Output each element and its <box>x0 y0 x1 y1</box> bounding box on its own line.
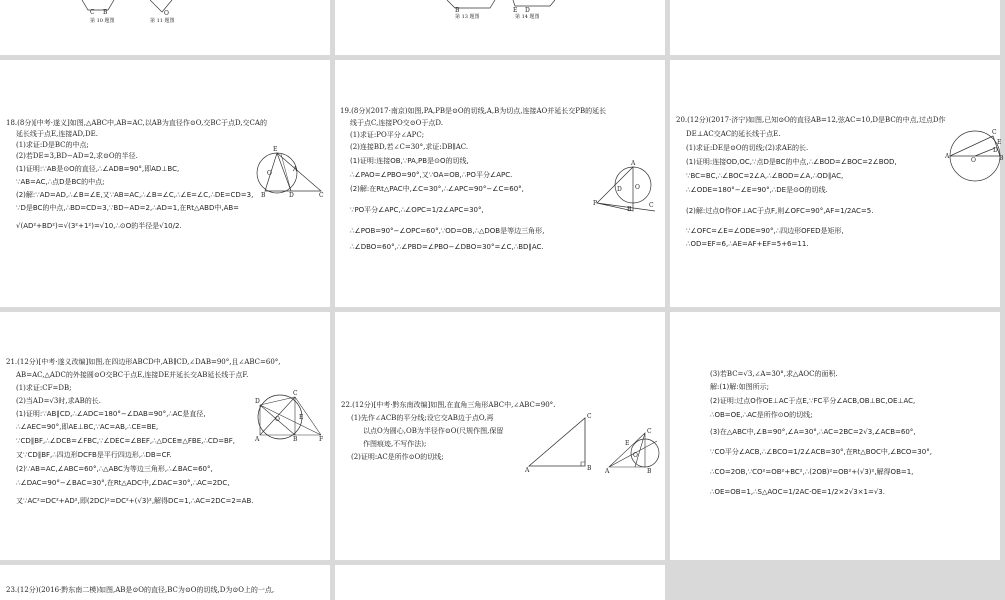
q22-line-3: 以点O为圆心,OB为半径作⊙O(尺规作图,保留 <box>363 427 504 435</box>
svg-text:O: O <box>633 452 638 459</box>
panel-q21 <box>0 312 330 560</box>
q19-line-10: ∴∠DBO=60°,∴∠PBD=∠PBO−∠DBO=30°=∠C,∴BD∥AC. <box>350 243 544 251</box>
q22-sol-line-7: ∴CO=2OB,∵CO²=OB²+BC²,∴(2OB)²=OB²+(√3)²,解得OB=1, <box>710 468 914 476</box>
q22-sol-line-3: (2)证明:过点O作OE⊥AC于点E,∵FC平分∠ACB,OB⊥BC,OE⊥AC, <box>710 397 916 405</box>
svg-text:A: A <box>605 468 610 475</box>
q20-line-7: (2)解:过点O作OF⊥AC于点F,则∠OFC=90°,AF=1/2AC=5. <box>686 207 874 215</box>
q20-line-6: ∴∠ODE=180°−∠E=90°,∴DE是⊙O的切线. <box>686 186 828 194</box>
svg-text:B: B <box>627 206 632 213</box>
svg-text:F: F <box>319 436 324 443</box>
panel-q20 <box>670 60 1004 307</box>
caption-fig13: 第 13 题图 <box>455 14 480 20</box>
svg-text:A: A <box>945 153 950 160</box>
figure-q18 <box>255 145 335 205</box>
svg-text:B: B <box>999 155 1004 162</box>
q19-line-6: ∴∠PAO=∠PBO=90°,又∵OA=OB,∴PO平分∠APC. <box>350 171 513 179</box>
q19-line-9: ∴∠POB=90°−∠OPC=60°,∵OD=OB,∴△DOB是等边三角形, <box>350 227 545 235</box>
q21-line-1: 21.(12分)[中考·遂义改编]如图,在四边形ABCD中,AB∥CD,∠DAB=90°,且∠ABC=60°, <box>6 358 281 366</box>
svg-text:B: B <box>587 465 592 472</box>
panel-q19 <box>335 60 665 307</box>
q22-sol-line-6: ∵CO平分∠ACB,∴∠BCO=1/2∠ACB=30°,在Rt△BOC中,∠BCO=30°, <box>710 448 932 456</box>
q22-sol-line-5: (3)在△ABC中,∠B=90°,∠A=30°,∴AC=2BC=2√3,∠ACB=60°, <box>710 428 916 436</box>
figure-q22-a <box>525 412 605 472</box>
svg-text:C: C <box>992 129 997 136</box>
svg-text:C: C <box>647 428 652 435</box>
q19-line-5: (1)证明:连接OB,∵PA,PB是⊙O的切线, <box>350 157 469 165</box>
caption-fig14: 第 14 题图 <box>515 14 540 20</box>
q18-line-5: (1)证明:∵AB是⊙O的直径,∴∠ADB=90°,即AD⊥BC, <box>16 165 180 173</box>
svg-text:A: A <box>293 166 298 173</box>
figure-q21 <box>255 387 325 447</box>
q18-line-8: ∵D是BC的中点,∴BD=CD=3,∵BD−AD=2,∴AD=1,在Rt△ABD中,AB= <box>16 204 240 212</box>
svg-text:C: C <box>90 9 95 16</box>
panel-q13-14 <box>335 0 665 55</box>
svg-text:B: B <box>103 9 108 16</box>
svg-text:C: C <box>293 390 298 397</box>
q21-line-7: ∵CD∥BF,∴∠DCB=∠FBC,∵∠DEC=∠BEF,∴△DCE≌△FBE,∴CD=BF, <box>16 437 236 445</box>
svg-text:D: D <box>617 186 622 193</box>
svg-text:A: A <box>525 467 530 474</box>
q19-line-7: (2)解:在Rt△PAC中,∠C=30°,∴∠APC=90°−∠C=60°, <box>350 185 524 193</box>
q19-line-2: 线于点C,连接PO交⊙O于点D. <box>350 119 443 127</box>
panel-q10-11 <box>0 0 330 55</box>
q20-line-4: (1)证明:连接OD,OC,∵点D是BC的中点,∴∠BOD=∠BOC=2∠BOD, <box>686 158 897 166</box>
q21-line-10: ∴∠DAC=90°−∠BAC=30°,在Rt△ADC中,∠DAC=30°,∴AC=2DC, <box>16 479 230 487</box>
svg-text:E: E <box>273 146 278 153</box>
figure-q20 <box>945 128 1005 188</box>
figure-q10-11 <box>0 0 330 55</box>
q21-line-3: (1)求证:CF=DB; <box>16 384 72 392</box>
q20-line-9: ∴OD=EF=6,∴AE=AF+EF=5+6=11. <box>686 240 809 248</box>
svg-text:P: P <box>593 200 598 207</box>
caption-fig11: 第 11 题图 <box>150 18 175 24</box>
q22-line-5: (2)证明:AC是所作⊙O的切线; <box>351 453 444 461</box>
svg-text:D: D <box>993 147 998 154</box>
q22-sol-line-8: ∴OE=OB=1,∴S△AOC=1/2AC·OE=1/2×2√3×1=√3. <box>710 488 885 496</box>
svg-text:B: B <box>647 468 652 475</box>
q19-line-3: (1)求证:PO平分∠APC; <box>350 131 425 139</box>
q23-line-1: 23.(12分)(2016·黔东南二模)如图,AB是⊙O的直径,BC为⊙O的切线,D为⊙O上的一点, <box>6 586 275 594</box>
q18-line-2: 延长线于点E,连接AD,DE. <box>16 130 98 138</box>
q19-line-8: ∵PO平分∠APC,∴∠OPC=1/2∠APC=30°, <box>350 206 484 214</box>
panel-bottom-middle <box>335 565 665 600</box>
panel-q22 <box>335 312 665 560</box>
svg-text:E: E <box>513 7 518 14</box>
q21-line-5: (1)证明:∵AB∥CD,∴∠ADC=180°−∠DAB=90°,∴AC是直径, <box>16 410 206 418</box>
svg-text:E: E <box>997 139 1002 146</box>
q19-line-4: (2)连接BD,若∠C=30°,求证:DB∥AC. <box>350 143 469 151</box>
q18-line-3: (1)求证:D是BC的中点; <box>16 141 89 149</box>
q20-line-5: ∵BC=BC,∴∠BOC=2∠A,∴∠BOD=∠A,∴OD∥AC, <box>686 172 844 180</box>
figure-q22-b <box>605 427 665 487</box>
q22-sol-line-1: (3)若BC=√3,∠A=30°,求△AOC的面积. <box>710 370 838 378</box>
q18-line-7: (2)解:∵AD=AD,∴∠B=∠E,又∵AB=AC,∴∠B=∠C,∴∠E=∠C,∴DE=CD=3, <box>16 191 254 199</box>
svg-text:O: O <box>275 416 280 423</box>
panel-q22-solution <box>670 312 1000 560</box>
svg-text:C: C <box>649 202 654 209</box>
q21-line-4: (2)当AD=√3时,求AB的长. <box>16 397 102 405</box>
q22-line-2: (1)先作∠ACB的平分线;设它交AB边于点O,再 <box>351 414 494 422</box>
svg-text:B: B <box>261 192 266 199</box>
panel-q18 <box>0 60 330 307</box>
q22-line-1: 22.(12分)[中考·黔东南改编]如图,在直角三角形ABC中,∠ABC=90°. <box>341 401 556 409</box>
svg-text:D: D <box>255 398 260 405</box>
q21-line-6: ∴∠AEC=90°,即AE⊥BC,∵AC=AB,∴CE=BE, <box>16 423 159 431</box>
svg-text:A: A <box>255 436 260 443</box>
figure-q13-14 <box>335 0 665 55</box>
q21-line-2: AB=AC,△ADC的外接圆⊙O交BC于点E,连接DE并延长交AB延长线于点F. <box>16 371 249 379</box>
svg-text:C: C <box>587 413 592 420</box>
figure-q19 <box>593 155 663 215</box>
q18-line-6: ∵AB=AC,∴点D是BC的中点; <box>16 178 105 186</box>
q21-line-9: (2)∵AB=AC,∠ABC=60°,∴△ABC为等边三角形,∴∠BAC=60°, <box>16 465 213 473</box>
svg-text:E: E <box>625 440 630 447</box>
q18-line-1: 18.(8分)[中考·遂义]如图,△ABC中,AB=AC,以AB为直径作⊙O,交BC于点D,交CA的 <box>6 119 267 127</box>
q20-line-2: DE⊥AC交AC的延长线于点E. <box>686 130 781 138</box>
q21-line-8: 又∵CD∥BF,∴四边形DCFB是平行四边形,∴DB=CF. <box>16 451 172 459</box>
q20-line-8: ∵∠OFC=∠E=∠ODE=90°,∴四边形OFED是矩形, <box>686 227 844 235</box>
q22-sol-line-4: ∴OB=OE,∴AC是所作⊙O的切线; <box>710 411 813 419</box>
q18-line-4: (2)若DE=3,BD−AD=2,求⊙O的半径. <box>16 152 138 160</box>
svg-text:D: D <box>289 192 294 199</box>
svg-text:O: O <box>267 170 272 177</box>
svg-text:C: C <box>319 192 324 199</box>
svg-text:E: E <box>299 414 304 421</box>
svg-text:O: O <box>164 10 169 17</box>
panel-top-right <box>670 0 1000 55</box>
svg-text:O: O <box>635 184 640 191</box>
q19-line-1: 19.(8分)(2017·南京)如图,PA,PB是⊙O的切线,A,B为切点,连接AO并延长交PB的延长 <box>340 107 607 115</box>
q21-line-11: 又∵AC²=DC²+AD²,即(2DC)²=DC²+(√3)²,解得DC=1,∴AC=2DC=2=AB. <box>16 497 254 505</box>
svg-text:B: B <box>455 7 460 14</box>
panel-q23 <box>0 565 330 600</box>
q18-line-9: √(AD²+BD²)=√(3²+1²)=√10,∴⊙O的半径是√10/2. <box>16 222 182 230</box>
caption-fig10: 第 10 题图 <box>90 18 115 24</box>
q20-line-3: (1)求证:DE是⊙O的切线;(2)求AE的长. <box>686 144 809 152</box>
q20-line-1: 20.(12分)(2017·济宁)如图,已知⊙O的直径AB=12,弦AC=10,D是BC的中点,过点D作 <box>676 116 946 124</box>
q22-line-4: 作图痕迹,不写作法); <box>363 440 427 448</box>
svg-text:B: B <box>293 436 298 443</box>
svg-text:D: D <box>525 7 530 14</box>
q22-sol-line-2: 解:(1)解:如图所示; <box>710 383 769 391</box>
svg-text:O: O <box>971 157 976 164</box>
svg-text:A: A <box>631 160 636 167</box>
